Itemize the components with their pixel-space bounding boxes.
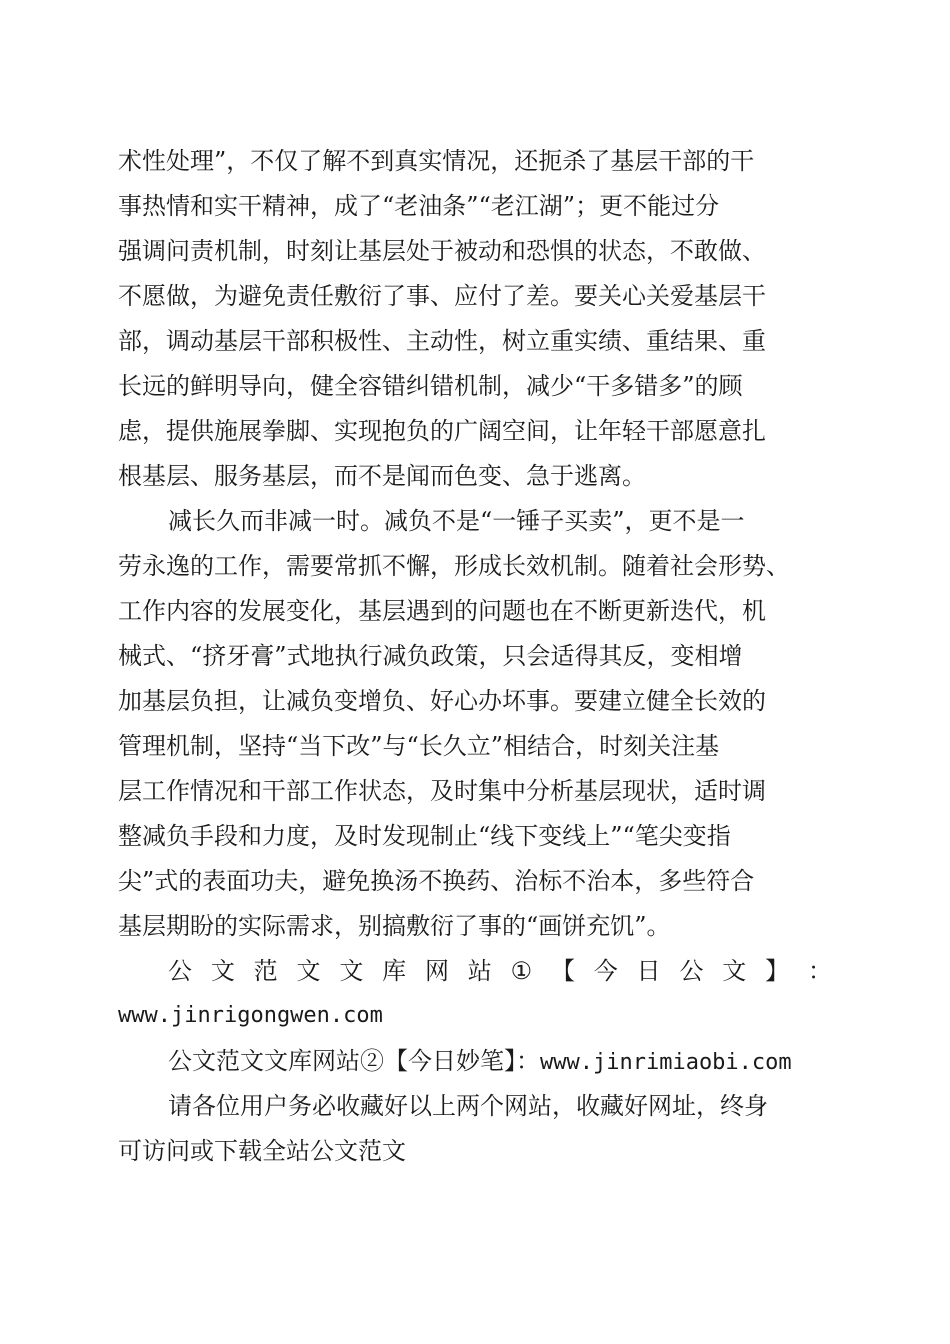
- paragraph-1-line-8: 根基层、服务基层，而不是闻而色变、急于逃离。: [118, 462, 646, 490]
- paragraph-2-line-9: 尖”式的表面功夫，避免换汤不换药、治标不治本，多些符合: [118, 867, 755, 895]
- paragraph-2-line-1: 减长久而非减一时。减负不是“一锤子买卖”，更不是一: [168, 507, 745, 535]
- paragraph-1-line-6: 长远的鲜明导向，健全容错纠错机制，减少“干多错多”的顾: [118, 372, 743, 400]
- site-2-line: [168, 1044, 792, 1078]
- paragraph-1-line-4: 不愿做，为避免责任敷衍了事、应付了差。要关心关爱基层干: [118, 282, 766, 310]
- paragraph-1-line-3: 强调问责机制，时刻让基层处于被动和恐惧的状态，不敢做、: [118, 237, 766, 265]
- site-2-url[interactable]: www.jinrimiaobi.com: [540, 1050, 792, 1075]
- paragraph-2-line-3: 工作内容的发展变化，基层遇到的问题也在不断更新迭代，机: [118, 597, 766, 625]
- paragraph-2-line-7: 层工作情况和干部工作状态，及时集中分析基层现状，适时调: [118, 777, 766, 805]
- paragraph-2-line-10: 基层期盼的实际需求，别搞敷衍了事的“画饼充饥”。: [118, 912, 671, 940]
- paragraph-2-line-5: 加基层负担，让减负变增负、好心办坏事。要建立健全长效的: [118, 687, 766, 715]
- paragraph-1-line-7: 虑，提供施展拳脚、实现抱负的广阔空间，让年轻干部愿意扎: [118, 417, 766, 445]
- paragraph-1-line-5: 部，调动基层干部积极性、主动性，树立重实绩、重结果、重: [118, 327, 766, 355]
- notice-line-1: 请各位用户务必收藏好以上两个网站，收藏好网址，终身: [168, 1092, 768, 1120]
- paragraph-1-line-1: 术性处理”，不仅了解不到真实情况，还扼杀了基层干部的干: [118, 147, 755, 175]
- notice-line-2: 可访问或下载全站公文范文: [118, 1137, 406, 1165]
- site-1-url[interactable]: www.jinrigongwen.com: [118, 1003, 383, 1028]
- paragraph-2-line-8: 整减负手段和力度，及时发现制止“线下变线上”“笔尖变指: [118, 822, 731, 850]
- paragraph-2-line-2: 劳永逸的工作，需要常抓不懈，形成长效机制。随着社会形势、: [118, 552, 790, 580]
- paragraph-2-line-6: 管理机制，坚持“当下改”与“长久立”相结合，时刻关注基: [118, 732, 720, 760]
- site-1-label: 公 文 范 文 文 库 网 站 ① 【 今 日 公 文 】 ：: [168, 957, 832, 985]
- paragraph-2-line-4: 械式、“挤牙膏”式地执行减负政策，只会适得其反，变相增: [118, 642, 743, 670]
- site-2-label: 公文范文文库网站②【今日妙笔】：: [168, 1047, 540, 1075]
- paragraph-1-line-2: 事热情和实干精神，成了“老油条”“老江湖”；更不能过分: [118, 192, 720, 220]
